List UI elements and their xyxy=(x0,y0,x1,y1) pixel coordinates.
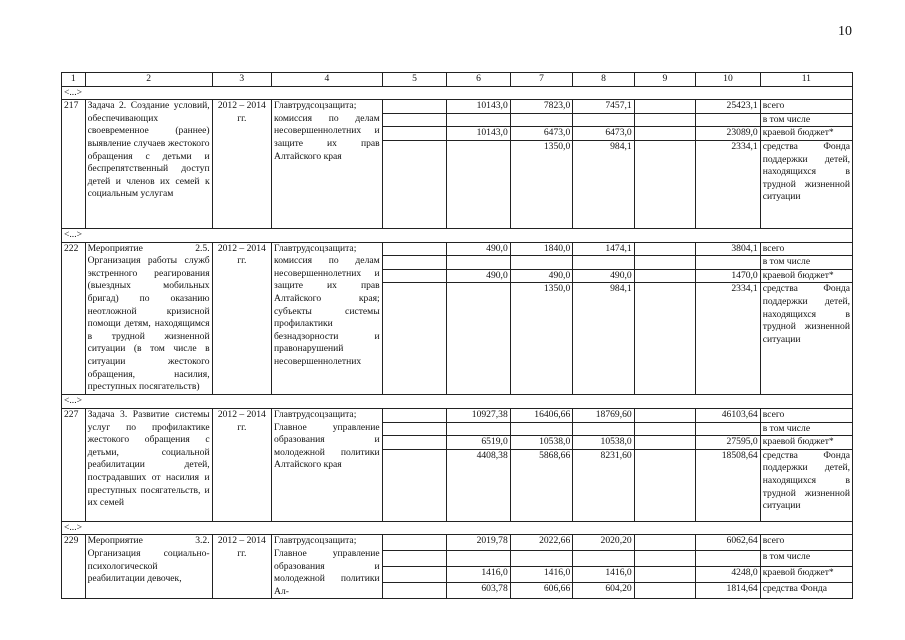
year-2012-value: 490,0 xyxy=(447,269,511,283)
year-2012-value: 10927,38 xyxy=(447,408,511,422)
year-2012-value xyxy=(447,283,511,395)
col9-cell xyxy=(634,535,695,551)
year-2014-value: 984,1 xyxy=(573,283,634,395)
year-2014-value: 1474,1 xyxy=(573,242,634,256)
col9-cell xyxy=(634,113,695,127)
col5-cell xyxy=(382,551,447,567)
table-row xyxy=(62,535,853,551)
col5-cell xyxy=(382,436,447,450)
item-name: Задача 3. Развитие системы услуг по профилактике жестокого обращения с детьми, социальной реабилитации детей, пострадавших от насилия и преступных посягательств, и их семей xyxy=(85,408,212,521)
year-2012-value: 1416,0 xyxy=(447,567,511,583)
period: 2012 – 2014 гг. xyxy=(212,408,271,521)
funding-source: всего xyxy=(760,242,852,256)
year-2012-value: 4408,38 xyxy=(447,449,511,521)
header-cell-10: 10 xyxy=(696,73,761,87)
year-2014-value xyxy=(573,551,634,567)
col5-cell xyxy=(382,408,447,422)
total-value xyxy=(696,422,761,436)
year-2012-value xyxy=(447,256,511,270)
year-2012-value: 10143,0 xyxy=(447,100,511,114)
year-2013-value: 2022,66 xyxy=(510,535,573,551)
funding-source: всего xyxy=(760,535,852,551)
header-cell-5: 5 xyxy=(382,73,447,87)
ellipsis-marker: <...> xyxy=(62,228,853,242)
year-2012-value: 10143,0 xyxy=(447,127,511,141)
total-value xyxy=(696,256,761,270)
col5-cell xyxy=(382,113,447,127)
year-2012-value: 603,78 xyxy=(447,583,511,599)
total-value: 1470,0 xyxy=(696,269,761,283)
year-2013-value xyxy=(510,113,573,127)
year-2013-value: 16406,66 xyxy=(510,408,573,422)
executor: Главтрудсоцзащита; комиссия по делам несовершеннолетних и защите их прав Алтайского края xyxy=(272,100,383,229)
period: 2012 – 2014 гг. xyxy=(212,242,271,395)
col9-cell xyxy=(634,283,695,395)
executor: Главтрудсоцзащита; Главное управление образования и молодежной политики Алтайского края xyxy=(272,408,383,521)
year-2013-value: 1840,0 xyxy=(510,242,573,256)
year-2012-value: 2019,78 xyxy=(447,535,511,551)
row-number: 227 xyxy=(62,408,86,521)
item-name: Задача 2. Создание условий, обеспечивающих своевременное (раннее) выявление случаев жестокого обращения с детьми и беспрепятственный доступ детей и членов их семей к социальным услугам xyxy=(85,100,212,229)
col9-cell xyxy=(634,449,695,521)
year-2014-value: 2020,20 xyxy=(573,535,634,551)
funding-source: краевой бюджет* xyxy=(760,567,852,583)
col5-cell xyxy=(382,256,447,270)
col9-cell xyxy=(634,269,695,283)
year-2013-value: 6473,0 xyxy=(510,127,573,141)
year-2013-value xyxy=(510,551,573,567)
col5-cell xyxy=(382,140,447,228)
year-2014-value xyxy=(573,422,634,436)
year-2014-value: 7457,1 xyxy=(573,100,634,114)
year-2013-value: 7823,0 xyxy=(510,100,573,114)
col9-cell xyxy=(634,140,695,228)
header-cell-3: 3 xyxy=(212,73,271,87)
col5-cell xyxy=(382,100,447,114)
ellipsis-marker: <...> xyxy=(62,86,853,100)
year-2013-value: 5868,66 xyxy=(510,449,573,521)
funding-source: в том числе xyxy=(760,113,852,127)
year-2014-value xyxy=(573,256,634,270)
period: 2012 – 2014 гг. xyxy=(212,100,271,229)
year-2012-value: 6519,0 xyxy=(447,436,511,450)
funding-source: краевой бюджет* xyxy=(760,269,852,283)
col5-cell xyxy=(382,283,447,395)
col9-cell xyxy=(634,436,695,450)
col9-cell xyxy=(634,422,695,436)
funding-source: в том числе xyxy=(760,256,852,270)
ellipsis-marker: <...> xyxy=(62,395,853,409)
year-2013-value: 10538,0 xyxy=(510,436,573,450)
funding-source: средства Фонда поддержки детей, находящихся в трудной жизненной ситуации xyxy=(760,140,852,228)
col5-cell xyxy=(382,422,447,436)
year-2013-value: 606,66 xyxy=(510,583,573,599)
total-value: 6062,64 xyxy=(696,535,761,551)
funding-source: средства Фонда поддержки детей, находящихся в трудной жизненной ситуации xyxy=(760,283,852,395)
row-number: 222 xyxy=(62,242,86,395)
funding-source: всего xyxy=(760,408,852,422)
page-number: 10 xyxy=(838,24,852,39)
header-cell-1: 1 xyxy=(62,73,86,87)
header-cell-7: 7 xyxy=(510,73,573,87)
header-cell-8: 8 xyxy=(573,73,634,87)
col9-cell xyxy=(634,567,695,583)
ellipsis-row xyxy=(62,228,853,242)
total-value: 23089,0 xyxy=(696,127,761,141)
year-2013-value: 1416,0 xyxy=(510,567,573,583)
col9-cell xyxy=(634,100,695,114)
item-name: Мероприятие 2.5. Организация работы служб экстренного реагирования (выездных мобильных бригад) по оказанию неотложной кризисной помощи детям, находящимся в трудной жизненной ситуации (в том числе в ситуации жестокого обращения, насилия, преступных посягательств) xyxy=(85,242,212,395)
funding-source: краевой бюджет* xyxy=(760,127,852,141)
ellipsis-marker: <...> xyxy=(62,521,853,535)
total-value xyxy=(696,551,761,567)
funding-source: в том числе xyxy=(760,551,852,567)
total-value: 1814,64 xyxy=(696,583,761,599)
header-cell-11: 11 xyxy=(760,73,852,87)
ellipsis-row xyxy=(62,521,853,535)
executor: Главтрудсоцзащита; комиссия по делам несовершеннолетних и защите их прав Алтайского края; субъекты системы профилактики безнадзорности и правонарушений несовершеннолетних xyxy=(272,242,383,395)
total-value: 4248,0 xyxy=(696,567,761,583)
executor: Главтрудсоцзащита; Главное управление образования и молодежной политики Ал- xyxy=(272,535,383,599)
col5-cell xyxy=(382,567,447,583)
col9-cell xyxy=(634,127,695,141)
year-2012-value xyxy=(447,140,511,228)
year-2012-value xyxy=(447,551,511,567)
year-2013-value xyxy=(510,256,573,270)
table-row xyxy=(62,408,853,422)
period: 2012 – 2014 гг. xyxy=(212,535,271,599)
row-number: 217 xyxy=(62,100,86,229)
total-value: 18508,64 xyxy=(696,449,761,521)
col9-cell xyxy=(634,256,695,270)
col5-cell xyxy=(382,583,447,599)
year-2013-value xyxy=(510,422,573,436)
header-cell-4: 4 xyxy=(272,73,383,87)
item-name: Мероприятие 3.2. Организация социально-психологической реабилитации девочек, xyxy=(85,535,212,599)
ellipsis-row xyxy=(62,395,853,409)
year-2013-value: 1350,0 xyxy=(510,140,573,228)
total-value: 3804,1 xyxy=(696,242,761,256)
year-2012-value xyxy=(447,422,511,436)
col5-cell xyxy=(382,269,447,283)
year-2014-value: 604,20 xyxy=(573,583,634,599)
total-value: 25423,1 xyxy=(696,100,761,114)
funding-source: средства Фонда xyxy=(760,583,852,599)
year-2014-value: 1416,0 xyxy=(573,567,634,583)
funding-source: средства Фонда поддержки детей, находящихся в трудной жизненной ситуации xyxy=(760,449,852,521)
table-row xyxy=(62,100,853,114)
total-value: 27595,0 xyxy=(696,436,761,450)
year-2014-value: 6473,0 xyxy=(573,127,634,141)
year-2014-value: 8231,60 xyxy=(573,449,634,521)
table-row xyxy=(62,242,853,256)
year-2014-value: 984,1 xyxy=(573,140,634,228)
header-row xyxy=(62,73,853,87)
year-2014-value: 10538,0 xyxy=(573,436,634,450)
col5-cell xyxy=(382,242,447,256)
col5-cell xyxy=(382,535,447,551)
budget-table xyxy=(61,72,853,599)
header-cell-6: 6 xyxy=(447,73,511,87)
year-2012-value xyxy=(447,113,511,127)
col5-cell xyxy=(382,449,447,521)
total-value xyxy=(696,113,761,127)
year-2012-value: 490,0 xyxy=(447,242,511,256)
col5-cell xyxy=(382,127,447,141)
year-2013-value: 490,0 xyxy=(510,269,573,283)
funding-source: всего xyxy=(760,100,852,114)
col9-cell xyxy=(634,583,695,599)
row-number: 229 xyxy=(62,535,86,599)
total-value: 46103,64 xyxy=(696,408,761,422)
col9-cell xyxy=(634,408,695,422)
funding-source: в том числе xyxy=(760,422,852,436)
total-value: 2334,1 xyxy=(696,140,761,228)
col9-cell xyxy=(634,551,695,567)
funding-source: краевой бюджет* xyxy=(760,436,852,450)
year-2014-value: 490,0 xyxy=(573,269,634,283)
total-value: 2334,1 xyxy=(696,283,761,395)
year-2014-value xyxy=(573,113,634,127)
ellipsis-row xyxy=(62,86,853,100)
header-cell-2: 2 xyxy=(85,73,212,87)
year-2013-value: 1350,0 xyxy=(510,283,573,395)
col9-cell xyxy=(634,242,695,256)
year-2014-value: 18769,60 xyxy=(573,408,634,422)
header-cell-9: 9 xyxy=(634,73,695,87)
